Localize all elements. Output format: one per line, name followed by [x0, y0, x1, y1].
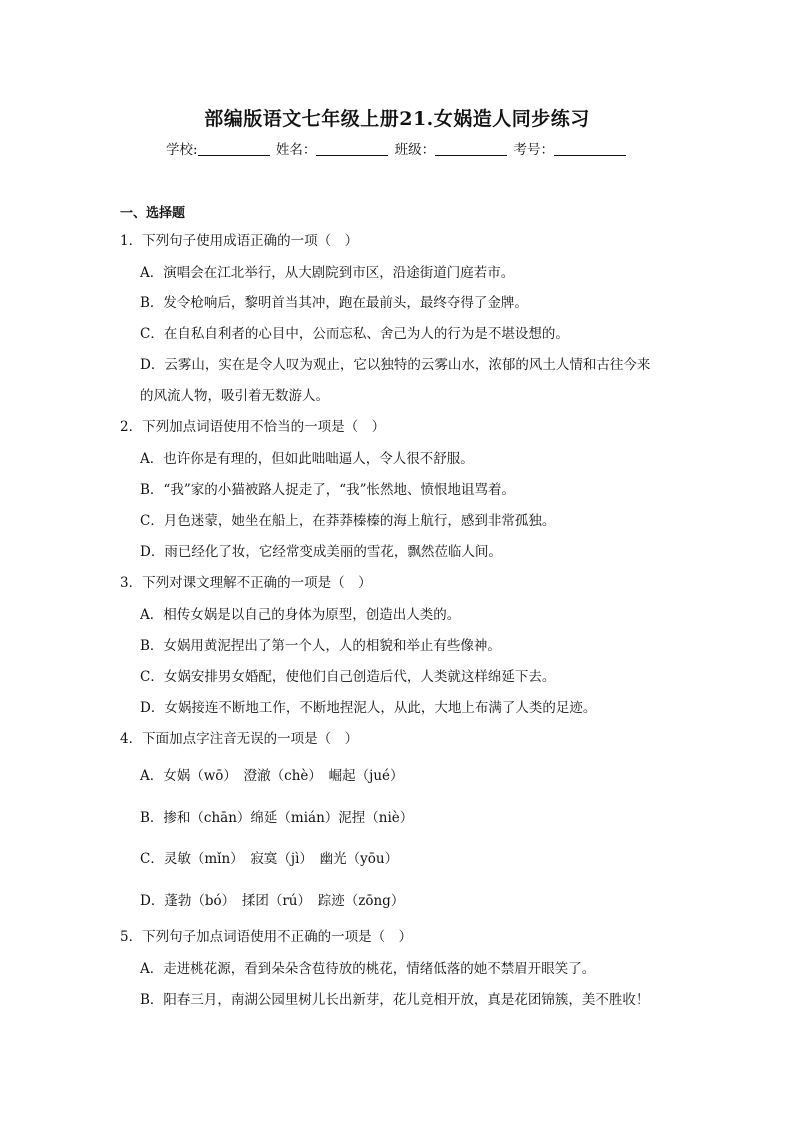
question-4-option-c[interactable]: C．灵敏（mǐn） 寂寞（jì） 幽光（yōu）: [140, 851, 399, 867]
question-1-stem: 1．下列句子使用成语正确的一项（ ）: [120, 233, 359, 249]
question-3-option-a[interactable]: A．相传女娲是以自己的身体为原型，创造出人类的。: [140, 607, 461, 623]
question-1-option-c[interactable]: C．在自私自利者的心目中，公而忘私、舍己为人的行为是不堪设想的。: [140, 326, 569, 342]
question-3-option-b[interactable]: B．女娲用黄泥捏出了第一个人，人的相貌和举止有些像神。: [140, 638, 501, 654]
question-2-option-d[interactable]: D．雨已经化了妆，它经常变成美丽的雪花，飘然莅临人间。: [140, 544, 502, 560]
question-1-option-a[interactable]: A．演唱会在江北举行，从大剧院到市区，沿途街道门庭若市。: [140, 265, 515, 281]
student-info-row: [0, 138, 794, 158]
school-label: 学校:: [166, 142, 198, 158]
question-5-option-b[interactable]: B．阳春三月，南湖公园里树儿长出新芽，花儿竞相开放，真是花团锦簇，美不胜收！: [140, 992, 650, 1008]
question-2-option-b[interactable]: B．“我”家的小猫被路人捉走了，“我”怅然地、愤恨地诅骂着。: [140, 482, 516, 498]
exam-no-label: 考号：: [513, 142, 554, 158]
question-4-stem: 4．下面加点字注音无误的一项是（ ）: [120, 731, 359, 747]
question-3-option-c[interactable]: C．女娲安排男女婚配，使他们自己创造后代，人类就这样绵延下去。: [140, 669, 556, 685]
question-4-option-a[interactable]: A．女娲（wō） 澄澈（chè） 崛起（jué）: [140, 768, 404, 784]
question-2-option-c[interactable]: C．月色迷蒙，她坐在船上，在莽莽榛榛的海上航行，感到非常孤独。: [140, 513, 556, 529]
section-title: 一、选择题: [120, 206, 186, 221]
school-blank[interactable]: [198, 141, 270, 156]
question-5-option-a[interactable]: A．走进桃花源，看到朵朵含苞待放的桃花，情绪低落的她不禁眉开眼笑了。: [140, 961, 596, 977]
name-label: 姓名：: [275, 142, 317, 158]
question-2-stem: 2．下列加点词语使用不恰当的一项是（ ）: [120, 419, 386, 435]
name-blank[interactable]: [316, 141, 388, 156]
exam-no-blank[interactable]: [554, 141, 626, 156]
page-title: 部编版语文七年级上册21.女娲造人同步练习: [204, 108, 590, 130]
class-blank[interactable]: [435, 141, 507, 156]
question-1-option-d[interactable]: D．云雾山，实在是令人叹为观止，它以独特的云雾山水，浓郁的风土人情和古往今来: [140, 357, 651, 373]
question-3-stem: 3．下列对课文理解不正确的一项是（ ）: [120, 575, 372, 591]
question-4-option-d[interactable]: D．蓬勃（bó） 揉团（rú） 踪迹（zōng）: [140, 893, 405, 909]
question-1-option-b[interactable]: B．发令枪响后，黎明首当其冲，跑在最前头，最终夺得了金牌。: [140, 295, 528, 311]
question-3-option-d[interactable]: D．女娲接连不断地工作，不断地捏泥人，从此，大地上布满了人类的足迹。: [140, 700, 597, 716]
question-4-option-b[interactable]: B．掺和（chān）绵延（mián）泥捏（niè）: [140, 810, 414, 826]
question-2-option-a[interactable]: A．也许你是有理的，但如此咄咄逼人，令人很不舒服。: [140, 451, 474, 467]
question-5-stem: 5．下列句子加点词语使用不正确的一项是（ ）: [120, 929, 413, 945]
class-label: 班级：: [394, 142, 436, 158]
question-1-option-d-continuation: 的风流人物，吸引着无数游人。: [140, 388, 329, 404]
